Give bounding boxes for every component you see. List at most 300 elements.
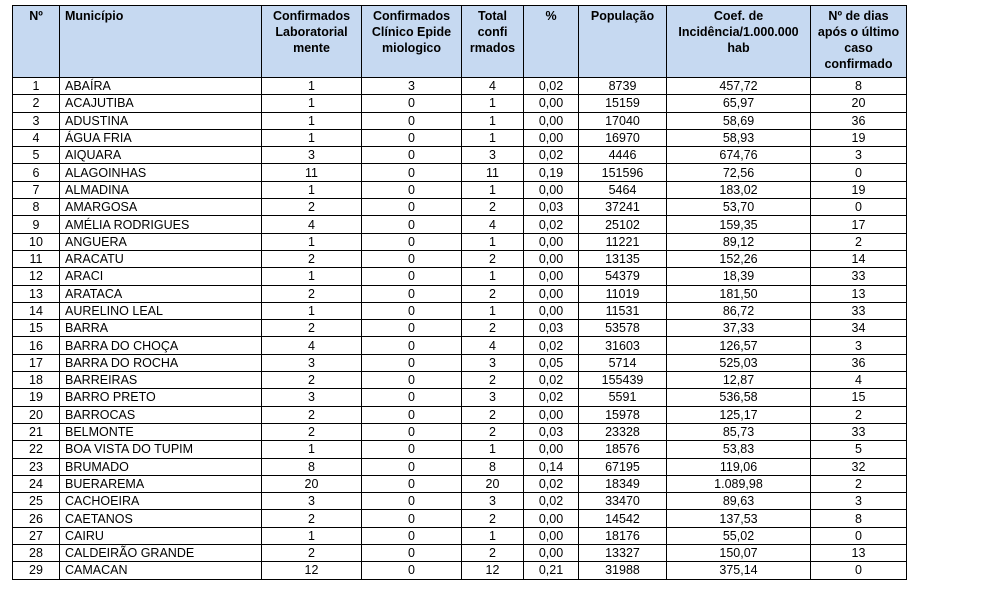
cell-total-confirmados: 2 bbox=[462, 423, 524, 440]
cell-total-confirmados: 2 bbox=[462, 372, 524, 389]
cell-confirmados-clinico: 0 bbox=[362, 354, 462, 371]
cell-confirmados-laboratorial: 4 bbox=[262, 216, 362, 233]
cell-confirmados-laboratorial: 2 bbox=[262, 423, 362, 440]
cell-row-number: 1 bbox=[13, 78, 60, 95]
table-row bbox=[13, 250, 907, 267]
cell-confirmados-clinico: 0 bbox=[362, 527, 462, 544]
cell-percent: 0,00 bbox=[524, 527, 579, 544]
cell-confirmados-clinico: 0 bbox=[362, 475, 462, 492]
cell-coef-incidencia: 674,76 bbox=[667, 147, 811, 164]
cell-total-confirmados: 12 bbox=[462, 562, 524, 579]
cell-confirmados-clinico: 0 bbox=[362, 302, 462, 319]
cell-coef-incidencia: 1.089,98 bbox=[667, 475, 811, 492]
cell-confirmados-clinico: 0 bbox=[362, 493, 462, 510]
cell-municipio: ARATACA bbox=[60, 285, 262, 302]
cell-dias-ultimo-caso: 34 bbox=[811, 320, 907, 337]
table-row bbox=[13, 164, 907, 181]
cell-dias-ultimo-caso: 32 bbox=[811, 458, 907, 475]
cell-dias-ultimo-caso: 2 bbox=[811, 233, 907, 250]
cell-populacao: 53578 bbox=[579, 320, 667, 337]
header-populacao: População bbox=[579, 6, 667, 78]
table-row bbox=[13, 389, 907, 406]
cell-dias-ultimo-caso: 0 bbox=[811, 562, 907, 579]
cell-total-confirmados: 3 bbox=[462, 493, 524, 510]
cell-percent: 0,00 bbox=[524, 302, 579, 319]
cell-coef-incidencia: 12,87 bbox=[667, 372, 811, 389]
cell-municipio: CAIRU bbox=[60, 527, 262, 544]
cell-row-number: 6 bbox=[13, 164, 60, 181]
cell-municipio: BELMONTE bbox=[60, 423, 262, 440]
cell-percent: 0,00 bbox=[524, 233, 579, 250]
cell-confirmados-laboratorial: 20 bbox=[262, 475, 362, 492]
cell-row-number: 4 bbox=[13, 129, 60, 146]
cell-municipio: BARRA DO CHOÇA bbox=[60, 337, 262, 354]
cell-confirmados-clinico: 0 bbox=[362, 285, 462, 302]
cell-total-confirmados: 4 bbox=[462, 337, 524, 354]
cell-percent: 0,14 bbox=[524, 458, 579, 475]
cell-dias-ultimo-caso: 17 bbox=[811, 216, 907, 233]
cell-confirmados-laboratorial: 1 bbox=[262, 302, 362, 319]
table-body bbox=[13, 78, 907, 580]
cell-confirmados-clinico: 0 bbox=[362, 337, 462, 354]
cell-percent: 0,21 bbox=[524, 562, 579, 579]
cell-coef-incidencia: 18,39 bbox=[667, 268, 811, 285]
cell-populacao: 17040 bbox=[579, 112, 667, 129]
cell-row-number: 27 bbox=[13, 527, 60, 544]
cell-confirmados-laboratorial: 2 bbox=[262, 510, 362, 527]
cell-percent: 0,00 bbox=[524, 406, 579, 423]
cell-municipio: ACAJUTIBA bbox=[60, 95, 262, 112]
header-municipio: Município bbox=[60, 6, 262, 78]
cell-coef-incidencia: 126,57 bbox=[667, 337, 811, 354]
cell-total-confirmados: 1 bbox=[462, 181, 524, 198]
cell-confirmados-clinico: 0 bbox=[362, 199, 462, 216]
cell-coef-incidencia: 536,58 bbox=[667, 389, 811, 406]
cell-row-number: 3 bbox=[13, 112, 60, 129]
cell-coef-incidencia: 150,07 bbox=[667, 545, 811, 562]
cell-municipio: AMARGOSA bbox=[60, 199, 262, 216]
cell-confirmados-laboratorial: 2 bbox=[262, 406, 362, 423]
cell-confirmados-clinico: 0 bbox=[362, 216, 462, 233]
cell-confirmados-clinico: 0 bbox=[362, 129, 462, 146]
table-row bbox=[13, 354, 907, 371]
cell-coef-incidencia: 55,02 bbox=[667, 527, 811, 544]
cell-row-number: 29 bbox=[13, 562, 60, 579]
cell-total-confirmados: 8 bbox=[462, 458, 524, 475]
cell-row-number: 9 bbox=[13, 216, 60, 233]
cell-populacao: 14542 bbox=[579, 510, 667, 527]
cell-percent: 0,03 bbox=[524, 199, 579, 216]
cell-total-confirmados: 2 bbox=[462, 545, 524, 562]
cell-dias-ultimo-caso: 19 bbox=[811, 181, 907, 198]
cell-confirmados-laboratorial: 1 bbox=[262, 112, 362, 129]
cell-confirmados-laboratorial: 12 bbox=[262, 562, 362, 579]
cell-confirmados-clinico: 0 bbox=[362, 250, 462, 267]
header-coef-incidencia: Coef. de Incidência/1.000.000 hab bbox=[667, 6, 811, 78]
cell-percent: 0,02 bbox=[524, 78, 579, 95]
table-row bbox=[13, 527, 907, 544]
cell-confirmados-laboratorial: 1 bbox=[262, 78, 362, 95]
cell-total-confirmados: 2 bbox=[462, 320, 524, 337]
cell-populacao: 15159 bbox=[579, 95, 667, 112]
cell-total-confirmados: 1 bbox=[462, 95, 524, 112]
header-dias-ultimo-caso: Nº de dias após o último caso confirmado bbox=[811, 6, 907, 78]
cell-populacao: 54379 bbox=[579, 268, 667, 285]
cell-total-confirmados: 4 bbox=[462, 216, 524, 233]
cell-populacao: 13135 bbox=[579, 250, 667, 267]
cell-populacao: 11221 bbox=[579, 233, 667, 250]
cell-dias-ultimo-caso: 2 bbox=[811, 406, 907, 423]
cell-percent: 0,02 bbox=[524, 389, 579, 406]
cell-row-number: 23 bbox=[13, 458, 60, 475]
cell-coef-incidencia: 89,63 bbox=[667, 493, 811, 510]
cell-populacao: 11531 bbox=[579, 302, 667, 319]
cell-coef-incidencia: 525,03 bbox=[667, 354, 811, 371]
cell-confirmados-clinico: 0 bbox=[362, 268, 462, 285]
cell-municipio: CAETANOS bbox=[60, 510, 262, 527]
cell-dias-ultimo-caso: 20 bbox=[811, 95, 907, 112]
cell-percent: 0,00 bbox=[524, 250, 579, 267]
header-percent: % bbox=[524, 6, 579, 78]
cell-total-confirmados: 2 bbox=[462, 199, 524, 216]
cell-confirmados-laboratorial: 2 bbox=[262, 250, 362, 267]
cell-coef-incidencia: 53,83 bbox=[667, 441, 811, 458]
table-header bbox=[13, 6, 907, 78]
cell-confirmados-clinico: 0 bbox=[362, 423, 462, 440]
cell-percent: 0,03 bbox=[524, 320, 579, 337]
cell-coef-incidencia: 37,33 bbox=[667, 320, 811, 337]
cell-total-confirmados: 1 bbox=[462, 233, 524, 250]
cell-total-confirmados: 1 bbox=[462, 302, 524, 319]
cell-populacao: 18576 bbox=[579, 441, 667, 458]
cell-row-number: 18 bbox=[13, 372, 60, 389]
cell-populacao: 5591 bbox=[579, 389, 667, 406]
cell-dias-ultimo-caso: 8 bbox=[811, 78, 907, 95]
cell-row-number: 17 bbox=[13, 354, 60, 371]
cell-municipio: CAMACAN bbox=[60, 562, 262, 579]
cell-total-confirmados: 2 bbox=[462, 250, 524, 267]
cell-row-number: 2 bbox=[13, 95, 60, 112]
cell-municipio: BUERAREMA bbox=[60, 475, 262, 492]
cell-row-number: 20 bbox=[13, 406, 60, 423]
cell-municipio: BARRA bbox=[60, 320, 262, 337]
cell-confirmados-laboratorial: 3 bbox=[262, 493, 362, 510]
table-row bbox=[13, 129, 907, 146]
cell-percent: 0,00 bbox=[524, 129, 579, 146]
cell-confirmados-laboratorial: 2 bbox=[262, 545, 362, 562]
cell-coef-incidencia: 137,53 bbox=[667, 510, 811, 527]
cell-populacao: 15978 bbox=[579, 406, 667, 423]
table-row bbox=[13, 545, 907, 562]
cell-municipio: ÁGUA FRIA bbox=[60, 129, 262, 146]
cell-row-number: 26 bbox=[13, 510, 60, 527]
cell-percent: 0,02 bbox=[524, 475, 579, 492]
cell-confirmados-laboratorial: 1 bbox=[262, 441, 362, 458]
cell-confirmados-laboratorial: 3 bbox=[262, 147, 362, 164]
cell-municipio: ALMADINA bbox=[60, 181, 262, 198]
table-row bbox=[13, 475, 907, 492]
cell-confirmados-clinico: 0 bbox=[362, 372, 462, 389]
cell-percent: 0,00 bbox=[524, 510, 579, 527]
cell-municipio: BARRO PRETO bbox=[60, 389, 262, 406]
cell-percent: 0,19 bbox=[524, 164, 579, 181]
table-row bbox=[13, 95, 907, 112]
table-row bbox=[13, 78, 907, 95]
cell-confirmados-clinico: 0 bbox=[362, 164, 462, 181]
cell-dias-ultimo-caso: 4 bbox=[811, 372, 907, 389]
cell-municipio: ALAGOINHAS bbox=[60, 164, 262, 181]
cell-dias-ultimo-caso: 36 bbox=[811, 354, 907, 371]
table-row bbox=[13, 268, 907, 285]
cell-confirmados-laboratorial: 1 bbox=[262, 527, 362, 544]
cell-confirmados-laboratorial: 8 bbox=[262, 458, 362, 475]
cell-percent: 0,02 bbox=[524, 147, 579, 164]
cell-confirmados-laboratorial: 2 bbox=[262, 285, 362, 302]
cell-row-number: 16 bbox=[13, 337, 60, 354]
cell-dias-ultimo-caso: 5 bbox=[811, 441, 907, 458]
cell-dias-ultimo-caso: 36 bbox=[811, 112, 907, 129]
cell-dias-ultimo-caso: 0 bbox=[811, 527, 907, 544]
cell-dias-ultimo-caso: 3 bbox=[811, 147, 907, 164]
cell-confirmados-laboratorial: 11 bbox=[262, 164, 362, 181]
cell-dias-ultimo-caso: 0 bbox=[811, 199, 907, 216]
cell-confirmados-laboratorial: 4 bbox=[262, 337, 362, 354]
cell-confirmados-clinico: 0 bbox=[362, 233, 462, 250]
table-row bbox=[13, 458, 907, 475]
cell-confirmados-clinico: 0 bbox=[362, 95, 462, 112]
cell-municipio: BARRA DO ROCHA bbox=[60, 354, 262, 371]
cell-row-number: 5 bbox=[13, 147, 60, 164]
cell-percent: 0,00 bbox=[524, 181, 579, 198]
cell-confirmados-clinico: 0 bbox=[362, 112, 462, 129]
cell-row-number: 13 bbox=[13, 285, 60, 302]
cell-dias-ultimo-caso: 14 bbox=[811, 250, 907, 267]
cell-confirmados-clinico: 3 bbox=[362, 78, 462, 95]
cell-coef-incidencia: 85,73 bbox=[667, 423, 811, 440]
cell-percent: 0,00 bbox=[524, 268, 579, 285]
cell-row-number: 22 bbox=[13, 441, 60, 458]
table-row bbox=[13, 372, 907, 389]
cell-row-number: 8 bbox=[13, 199, 60, 216]
table-row bbox=[13, 510, 907, 527]
table-row bbox=[13, 441, 907, 458]
cell-confirmados-clinico: 0 bbox=[362, 389, 462, 406]
cell-dias-ultimo-caso: 13 bbox=[811, 285, 907, 302]
header-confirmados-laboratorial: Confirmados Laboratorial mente bbox=[262, 6, 362, 78]
cell-coef-incidencia: 58,69 bbox=[667, 112, 811, 129]
cell-total-confirmados: 2 bbox=[462, 406, 524, 423]
cell-municipio: ADUSTINA bbox=[60, 112, 262, 129]
cell-populacao: 25102 bbox=[579, 216, 667, 233]
cell-coef-incidencia: 53,70 bbox=[667, 199, 811, 216]
header-number: Nº bbox=[13, 6, 60, 78]
cell-total-confirmados: 2 bbox=[462, 285, 524, 302]
cell-confirmados-laboratorial: 3 bbox=[262, 354, 362, 371]
cell-percent: 0,05 bbox=[524, 354, 579, 371]
cell-populacao: 151596 bbox=[579, 164, 667, 181]
cell-confirmados-laboratorial: 2 bbox=[262, 372, 362, 389]
cell-municipio: ARACI bbox=[60, 268, 262, 285]
cell-percent: 0,00 bbox=[524, 95, 579, 112]
table-row bbox=[13, 337, 907, 354]
table-row bbox=[13, 147, 907, 164]
cell-municipio: BOA VISTA DO TUPIM bbox=[60, 441, 262, 458]
cell-total-confirmados: 1 bbox=[462, 527, 524, 544]
cell-confirmados-clinico: 0 bbox=[362, 320, 462, 337]
cell-row-number: 11 bbox=[13, 250, 60, 267]
cell-municipio: ANGUERA bbox=[60, 233, 262, 250]
cell-percent: 0,00 bbox=[524, 112, 579, 129]
cell-populacao: 31988 bbox=[579, 562, 667, 579]
cell-confirmados-laboratorial: 1 bbox=[262, 181, 362, 198]
cell-confirmados-clinico: 0 bbox=[362, 181, 462, 198]
cell-row-number: 7 bbox=[13, 181, 60, 198]
cell-dias-ultimo-caso: 3 bbox=[811, 337, 907, 354]
table-row bbox=[13, 320, 907, 337]
cell-dias-ultimo-caso: 3 bbox=[811, 493, 907, 510]
cell-populacao: 37241 bbox=[579, 199, 667, 216]
cell-coef-incidencia: 65,97 bbox=[667, 95, 811, 112]
table-row bbox=[13, 562, 907, 579]
cell-coef-incidencia: 119,06 bbox=[667, 458, 811, 475]
cell-populacao: 18349 bbox=[579, 475, 667, 492]
cell-populacao: 31603 bbox=[579, 337, 667, 354]
cell-confirmados-laboratorial: 1 bbox=[262, 129, 362, 146]
cell-confirmados-laboratorial: 3 bbox=[262, 389, 362, 406]
cell-populacao: 5714 bbox=[579, 354, 667, 371]
cell-row-number: 14 bbox=[13, 302, 60, 319]
cell-row-number: 28 bbox=[13, 545, 60, 562]
cell-total-confirmados: 20 bbox=[462, 475, 524, 492]
cell-coef-incidencia: 152,26 bbox=[667, 250, 811, 267]
cell-total-confirmados: 1 bbox=[462, 268, 524, 285]
cell-coef-incidencia: 375,14 bbox=[667, 562, 811, 579]
cell-confirmados-clinico: 0 bbox=[362, 147, 462, 164]
cell-coef-incidencia: 181,50 bbox=[667, 285, 811, 302]
cell-dias-ultimo-caso: 33 bbox=[811, 423, 907, 440]
cell-confirmados-clinico: 0 bbox=[362, 406, 462, 423]
cell-row-number: 15 bbox=[13, 320, 60, 337]
cell-dias-ultimo-caso: 33 bbox=[811, 268, 907, 285]
cell-coef-incidencia: 86,72 bbox=[667, 302, 811, 319]
cell-dias-ultimo-caso: 0 bbox=[811, 164, 907, 181]
cell-confirmados-clinico: 0 bbox=[362, 510, 462, 527]
header-total-confirmados: Total confi rmados bbox=[462, 6, 524, 78]
cell-municipio: BARREIRAS bbox=[60, 372, 262, 389]
cell-municipio: BRUMADO bbox=[60, 458, 262, 475]
cell-total-confirmados: 1 bbox=[462, 112, 524, 129]
table-row bbox=[13, 285, 907, 302]
cell-percent: 0,03 bbox=[524, 423, 579, 440]
cell-populacao: 4446 bbox=[579, 147, 667, 164]
cell-dias-ultimo-caso: 8 bbox=[811, 510, 907, 527]
table-row bbox=[13, 112, 907, 129]
cell-confirmados-clinico: 0 bbox=[362, 441, 462, 458]
table-row bbox=[13, 423, 907, 440]
cell-total-confirmados: 3 bbox=[462, 354, 524, 371]
cell-row-number: 24 bbox=[13, 475, 60, 492]
cell-municipio: BARROCAS bbox=[60, 406, 262, 423]
cell-populacao: 16970 bbox=[579, 129, 667, 146]
cell-total-confirmados: 3 bbox=[462, 147, 524, 164]
cell-percent: 0,02 bbox=[524, 337, 579, 354]
header-row bbox=[13, 6, 907, 78]
cell-populacao: 23328 bbox=[579, 423, 667, 440]
cell-coef-incidencia: 159,35 bbox=[667, 216, 811, 233]
covid-municipality-table-container bbox=[12, 5, 907, 580]
cell-municipio: ABAÍRA bbox=[60, 78, 262, 95]
cell-confirmados-clinico: 0 bbox=[362, 562, 462, 579]
cell-confirmados-laboratorial: 1 bbox=[262, 268, 362, 285]
cell-populacao: 8739 bbox=[579, 78, 667, 95]
cell-municipio: AMÉLIA RODRIGUES bbox=[60, 216, 262, 233]
table-row bbox=[13, 302, 907, 319]
cell-populacao: 18176 bbox=[579, 527, 667, 544]
cell-percent: 0,02 bbox=[524, 216, 579, 233]
cell-populacao: 11019 bbox=[579, 285, 667, 302]
table-row bbox=[13, 493, 907, 510]
cell-row-number: 25 bbox=[13, 493, 60, 510]
cell-percent: 0,02 bbox=[524, 372, 579, 389]
cell-percent: 0,00 bbox=[524, 285, 579, 302]
cell-coef-incidencia: 183,02 bbox=[667, 181, 811, 198]
cell-confirmados-clinico: 0 bbox=[362, 545, 462, 562]
cell-coef-incidencia: 457,72 bbox=[667, 78, 811, 95]
cell-coef-incidencia: 58,93 bbox=[667, 129, 811, 146]
cell-confirmados-laboratorial: 2 bbox=[262, 320, 362, 337]
cell-dias-ultimo-caso: 33 bbox=[811, 302, 907, 319]
cell-row-number: 12 bbox=[13, 268, 60, 285]
cell-dias-ultimo-caso: 13 bbox=[811, 545, 907, 562]
cell-coef-incidencia: 72,56 bbox=[667, 164, 811, 181]
cell-total-confirmados: 1 bbox=[462, 129, 524, 146]
cell-municipio: ARACATU bbox=[60, 250, 262, 267]
cell-municipio: AURELINO LEAL bbox=[60, 302, 262, 319]
cell-populacao: 67195 bbox=[579, 458, 667, 475]
cell-populacao: 5464 bbox=[579, 181, 667, 198]
cell-municipio: AIQUARA bbox=[60, 147, 262, 164]
cell-percent: 0,00 bbox=[524, 545, 579, 562]
cell-row-number: 21 bbox=[13, 423, 60, 440]
cell-confirmados-laboratorial: 1 bbox=[262, 95, 362, 112]
covid-municipality-table bbox=[12, 5, 907, 580]
cell-municipio: CACHOEIRA bbox=[60, 493, 262, 510]
cell-total-confirmados: 1 bbox=[462, 441, 524, 458]
cell-municipio: CALDEIRÃO GRANDE bbox=[60, 545, 262, 562]
cell-coef-incidencia: 89,12 bbox=[667, 233, 811, 250]
cell-percent: 0,00 bbox=[524, 441, 579, 458]
cell-coef-incidencia: 125,17 bbox=[667, 406, 811, 423]
cell-row-number: 19 bbox=[13, 389, 60, 406]
cell-confirmados-clinico: 0 bbox=[362, 458, 462, 475]
cell-percent: 0,02 bbox=[524, 493, 579, 510]
cell-dias-ultimo-caso: 15 bbox=[811, 389, 907, 406]
cell-confirmados-laboratorial: 2 bbox=[262, 199, 362, 216]
table-row bbox=[13, 199, 907, 216]
header-confirmados-clinico: Confirmados Clínico Epide miologico bbox=[362, 6, 462, 78]
table-row bbox=[13, 216, 907, 233]
cell-populacao: 13327 bbox=[579, 545, 667, 562]
cell-total-confirmados: 4 bbox=[462, 78, 524, 95]
cell-dias-ultimo-caso: 19 bbox=[811, 129, 907, 146]
table-row bbox=[13, 406, 907, 423]
cell-populacao: 33470 bbox=[579, 493, 667, 510]
cell-confirmados-laboratorial: 1 bbox=[262, 233, 362, 250]
cell-total-confirmados: 11 bbox=[462, 164, 524, 181]
cell-row-number: 10 bbox=[13, 233, 60, 250]
cell-total-confirmados: 2 bbox=[462, 510, 524, 527]
cell-total-confirmados: 3 bbox=[462, 389, 524, 406]
